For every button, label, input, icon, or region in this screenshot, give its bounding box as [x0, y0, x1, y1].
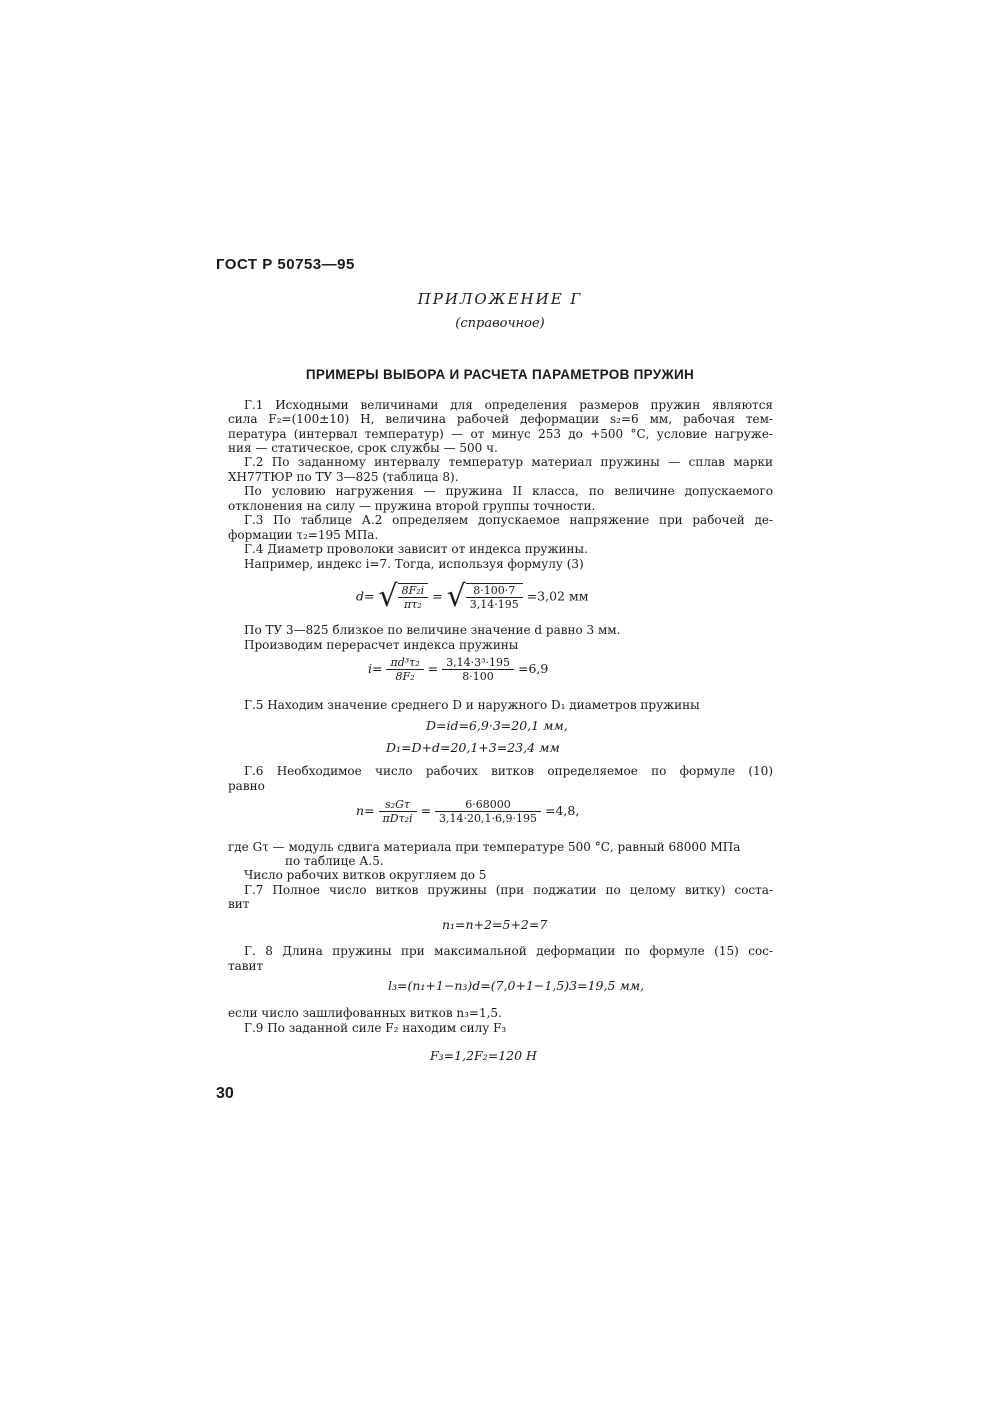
formula-n: n= $\frac{\text{s₂Gτ}}{\text{πDτ₂i}}$ = $\frac{6\cdot 68000}{3,14\cdot 20,1\cdot 6,9\cdot 195}$ =4,8, [356, 798, 580, 825]
text-line: равно [228, 779, 265, 793]
text-line: Г.4 Диаметр проволоки зависит от индекса пружины. [244, 542, 588, 556]
text-line: По ТУ 3—825 близкое по величине значение d равно 3 мм. [244, 623, 621, 637]
text-line: Г.7 Полное число витков пружины (при поджатии по целому витку) соста- [244, 883, 773, 897]
text-line: если число зашлифованных витков n₃=1,5. [228, 1006, 502, 1020]
text-line: По условию нагружения — пружина II класса, по величине допускаемого [244, 484, 773, 498]
text-line: Г.1 Исходными величинами для определения размеров пружин являются [244, 398, 773, 412]
text-line: по таблице А.5. [285, 854, 384, 868]
formula-l3: l₃=(n₁+1−n₃)d=(7,0+1−1,5)3=19,5 мм, [388, 978, 645, 993]
text-line: вит [228, 897, 250, 911]
text-line: Г.2 По заданному интервалу температур материал пружины — сплав марки [244, 455, 773, 469]
page-number: 30 [216, 1085, 234, 1102]
text-line: сила F₂=(100±10) Н, величина рабочей деформации s₂=6 мм, рабочая тем- [228, 412, 773, 426]
formula-D: D=id=6,9·3=20,1 мм, [426, 718, 568, 733]
text-line: где Gτ — модуль сдвига материала при температуре 500 °С, равный 68000 МПа [228, 840, 741, 854]
appendix-subtitle: (справочное) [455, 316, 545, 331]
text-line: ХН77ТЮР по ТУ 3—825 (таблица 8). [228, 470, 459, 484]
sqrt-icon: √ [446, 579, 466, 614]
text-line: пература (интервал температур) — от минус 253 до +500 °С, условие нагруже- [228, 427, 773, 441]
formula-F3: F₃=1,2F₂=120 Н [430, 1048, 537, 1063]
text-line: тавит [228, 959, 264, 973]
text-line: Г.3 По таблице А.2 определяем допускаемое напряжение при рабочей де- [244, 513, 773, 527]
formula-D1: D₁=D+d=20,1+3=23,4 мм [386, 740, 560, 755]
appendix-title: ПРИЛОЖЕНИЕ Г [417, 290, 583, 308]
text-line: отклонения на силу — пружина второй группы точности. [228, 499, 596, 513]
document-header: ГОСТ Р 50753—95 [216, 256, 355, 273]
text-line: формации τ₂=195 МПа. [228, 528, 379, 542]
text-line: Например, индекс i=7. Тогда, используя формулу (3) [244, 557, 584, 571]
text-line: ния — статическое, срок службы — 500 ч. [228, 441, 498, 455]
text-line: Число рабочих витков округляем до 5 [244, 868, 487, 882]
text-line: Г. 8 Длина пружины при максимальной деформации по формуле (15) сос- [244, 944, 773, 958]
sqrt-icon: √ [378, 579, 398, 614]
text-line: Г.6 Необходимое число рабочих витков определяемое по формуле (10) [244, 764, 773, 778]
text-line: Г.9 По заданной силе F₂ находим силу F₃ [244, 1021, 507, 1035]
text-line: Г.5 Находим значение среднего D и наружного D₁ диаметров пружины [244, 698, 700, 712]
formula-d: d= √ $\frac{\text{8F₂i}}{\text{πτ₂}}$ = √ $\frac{8\cdot 100\cdot 7}{3,14\cdot 195}$ =3,02 мм [356, 579, 589, 614]
text-line: Производим перерасчет индекса пружины [244, 638, 519, 652]
formula-i: i= $\frac{\text{πd³τ₂}}{\text{8F₂}}$ = $\frac{\text{3,14·3³·195}}{8\cdot 100}$ =6,9 [368, 656, 549, 683]
formula-n1: n₁=n+2=5+2=7 [442, 917, 548, 932]
section-title: ПРИМЕРЫ ВЫБОРА И РАСЧЕТА ПАРАМЕТРОВ ПРУЖИН [305, 367, 695, 382]
